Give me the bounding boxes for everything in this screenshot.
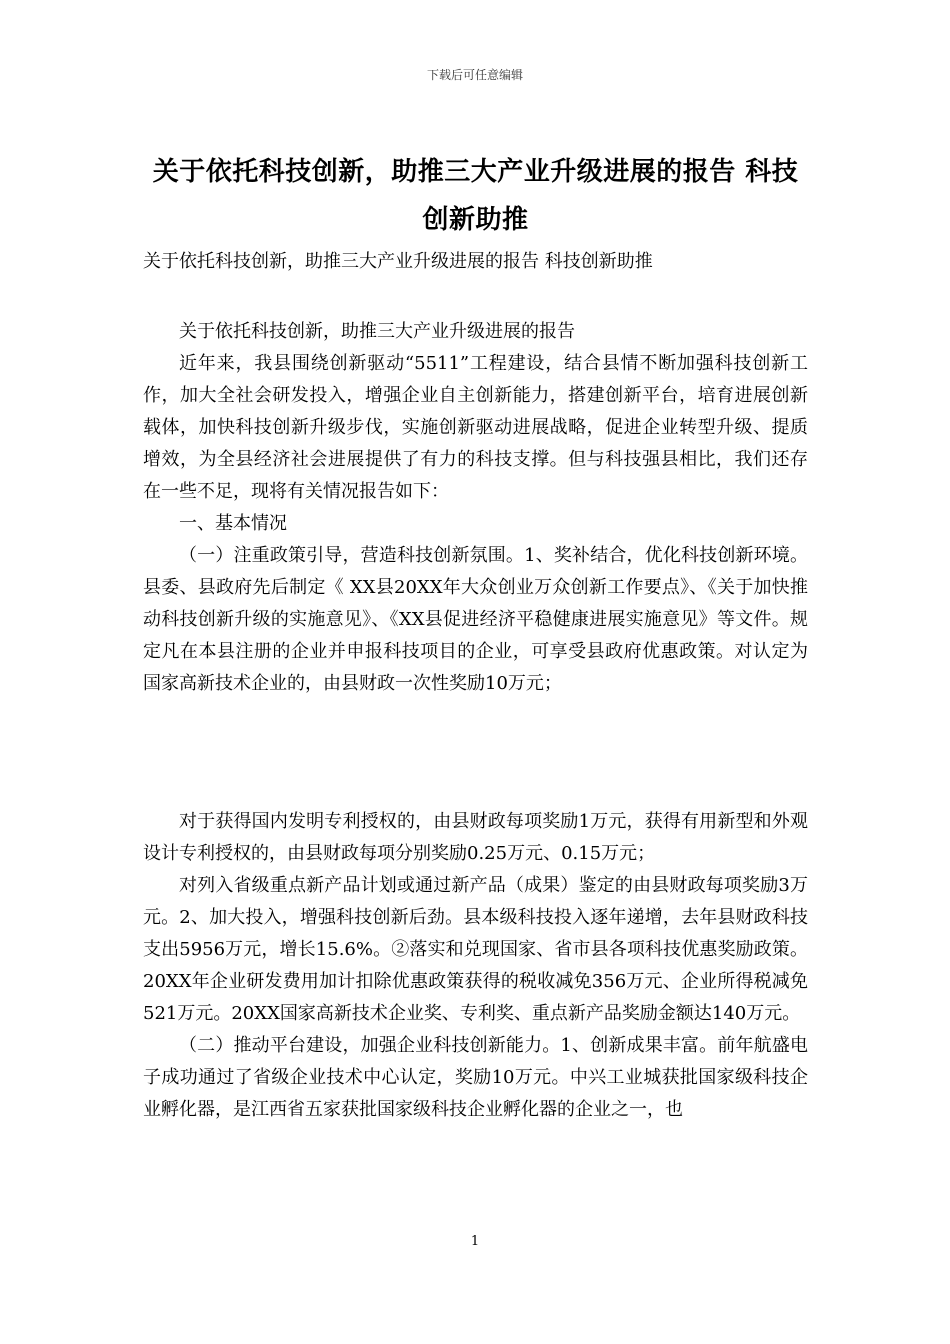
- page-number: 1: [470, 1234, 480, 1249]
- body-block-1: [143, 316, 808, 700]
- section-heading-basic: 一、基本情况: [179, 513, 287, 534]
- header-note: 下载后可任意编辑: [426, 68, 523, 82]
- body-block-2: [143, 806, 808, 1126]
- report-heading: 关于依托科技创新，助推三大产业升级进展的报告: [179, 321, 575, 342]
- document-title: 关于依托科技创新，助推三大产业升级进展的报告 科技创新助推: [152, 157, 799, 235]
- intro-paragraph: 近年来，我县围绕创新驱动“5511”工程建设，结合县情不断加强科技创新工作，加大全社会研发投入，增强企业自主创新能力，搭建创新平台，培育进展创新载体，加快科技创新升级步伐，实施创新驱动进展战略，促进企业转型升级、提质增效，为全县经济社会进展提供了有力的科技支撑。但与科技强县相比，我们还存在一些不足，现将有关情况报告如下：: [143, 353, 808, 502]
- investment-paragraph: 对列入省级重点新产品计划或通过新产品（成果）鉴定的由县财政每项奖励3万元。2、加大投入，增强科技创新后劲。县本级科技投入逐年递增，去年县财政科技支出5956万元，增长15.6%。②落实和兑现国家、省市县各项科技优惠奖励政策。20XX年企业研发费用加计扣除优惠政策获得的税收减免356万元、企业所得税减免521万元。20XX国家高新技术企业奖、专利奖、重点新产品奖励金额达140万元。: [143, 875, 808, 1024]
- platform-paragraph: （二）推动平台建设，加强企业科技创新能力。1、创新成果丰富。前年航盛电子成功通过了省级企业技术中心认定，奖励10万元。中兴工业城获批国家级科技企业孵化器，是江西省五家获批国家级科技企业孵化器的企业之一，也: [143, 1035, 808, 1120]
- patent-paragraph: 对于获得国内发明专利授权的，由县财政每项奖励1万元，获得有用新型和外观设计专利授权的，由县财政每项分别奖励0.25万元、0.15万元；: [143, 811, 808, 864]
- policy-paragraph: （一）注重政策引导，营造科技创新氛围。1、奖补结合，优化科技创新环境。县委、县政府先后制定《 XX县20XX年大众创业万众创新工作要点》、《关于加快推动科技创新升级的实施意见》、《XX县促进经济平稳健康进展实施意见》等文件。规定凡在本县注册的企业并申报科技项目的企业，可享受县政府优惠政策。对认定为国家高新技术企业的，由县财政一次性奖励10万元；: [143, 545, 808, 694]
- document-subtitle: 关于依托科技创新，助推三大产业升级进展的报告 科技创新助推: [143, 251, 653, 272]
